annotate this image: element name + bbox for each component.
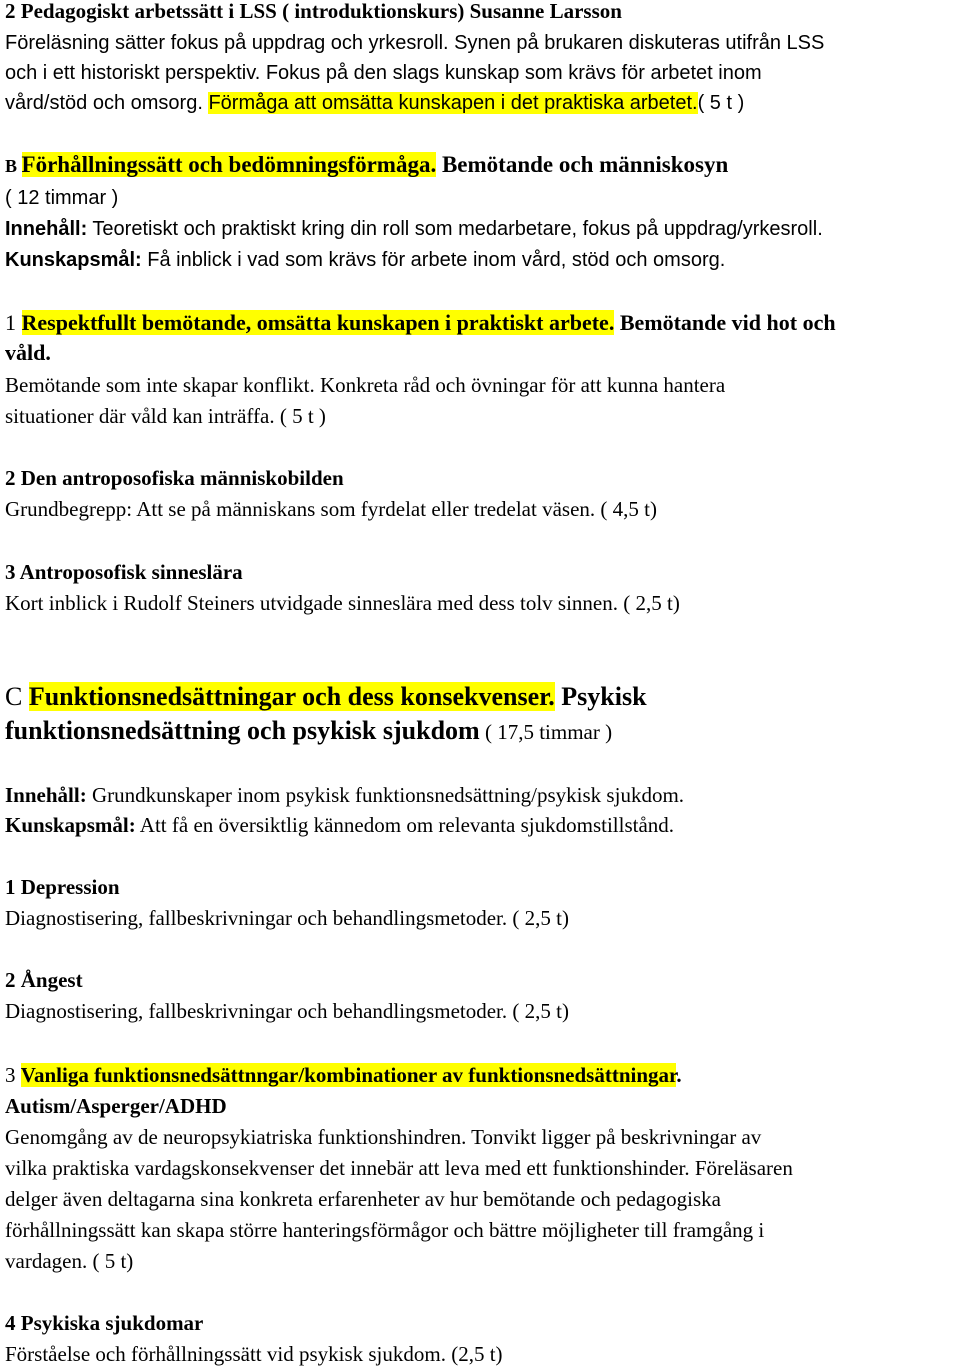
subsection-number: 3 (5, 1063, 21, 1087)
course-heading: 2 Pedagogiskt arbetssätt i LSS ( introduktionskurs) Susanne Larsson (5, 0, 622, 23)
highlighted-title: Vanliga funktionsnedsättnngar/kombinationer av funktionsnedsättningar (20, 1063, 677, 1087)
section-hours: ( 17,5 timmar ) (479, 720, 613, 744)
body-text: förhållningssätt kan skapa större hanteringsförmågor och bättre möjligheter till framgång i (5, 1218, 765, 1242)
course-text-line (5, 88, 958, 118)
subsection-title-cont: våld. (5, 340, 51, 365)
body-text: Bemötande som inte skapar konflikt. Konkreta råd och övningar för att kunna hantera (5, 373, 726, 397)
course-text-line: och i ett historiskt perspektiv. Fokus på den slags kunskap som krävs för arbetet inom (5, 62, 762, 84)
content-label: Innehåll: (5, 783, 87, 807)
highlighted-title: Funktionsnedsättningar och dess konsekvenser. (28, 682, 555, 711)
subsection-heading: 1 Depression (5, 875, 120, 899)
section-letter: B (5, 156, 22, 176)
subsection-heading: 4 Psykiska sjukdomar (5, 1311, 204, 1335)
content-line (5, 214, 958, 244)
body-text: Diagnostisering, fallbeskrivningar och behandlingsmetoder. ( 2,5 t) (5, 906, 569, 930)
section-title: Psykisk (554, 682, 647, 711)
subsection-heading: 2 Den antroposofiska människobilden (5, 466, 344, 490)
body-text: delger även deltagarna sina konkreta erfarenheter av hur bemötande och pedagogiska (5, 1187, 721, 1211)
goal-line (5, 245, 958, 275)
section-c-heading-cont (5, 714, 958, 749)
section-title: Bemötande och människosyn (436, 152, 729, 177)
subsection-heading (5, 308, 958, 338)
highlighted-title: Förhållningssätt och bedömningsförmåga. (21, 152, 437, 177)
course-text: vård/stöd och omsorg. (5, 92, 209, 114)
highlighted-title: Respektfullt bemötande, omsätta kunskapen i praktiskt arbete. (21, 310, 615, 335)
section-c-heading (5, 680, 958, 714)
subsection-heading (5, 1060, 958, 1090)
section-title: funktionsnedsättning och psykisk sjukdom (5, 716, 480, 745)
body-text: vilka praktiska vardagskonsekvenser det innebär att leva med ett funktionshinder. Föreläsaren (5, 1156, 793, 1180)
goal-label: Kunskapsmål: (5, 249, 142, 271)
highlighted-text: Förmåga att omsätta kunskapen i det praktiska arbetet. (208, 92, 698, 114)
title-punctuation: . (676, 1063, 682, 1087)
subsection-title: Bemötande vid hot och (614, 310, 836, 335)
goal-text: Få inblick i vad som krävs för arbete inom vård, stöd och omsorg. (141, 249, 726, 271)
content-text: Grundkunskaper inom psykisk funktionsnedsättning/psykisk sjukdom. (86, 783, 685, 807)
subsection-subtitle: Autism/Asperger/ADHD (5, 1094, 227, 1118)
goal-label: Kunskapsmål: (5, 813, 136, 837)
section-letter: C (5, 682, 29, 711)
subsection-heading: 3 Antroposofisk sinneslära (5, 560, 243, 584)
body-text: Genomgång av de neuropsykiatriska funktionshindren. Tonvikt ligger på beskrivningar av (5, 1125, 762, 1149)
subsection-number: 1 (5, 310, 22, 335)
body-text: Kort inblick i Rudolf Steiners utvidgade sinneslära med dess tolv sinnen. ( 2,5 t) (5, 591, 680, 615)
course-text-line: Föreläsning sätter fokus på uppdrag och yrkesroll. Synen på brukaren diskuteras utifrån LSS (5, 32, 825, 54)
section-b-heading (5, 150, 958, 181)
content-text: Teoretiskt och praktiskt kring din roll som medarbetare, fokus på uppdrag/yrkesroll. (87, 218, 823, 240)
body-text: vardagen. ( 5 t) (5, 1249, 134, 1273)
content-line (5, 780, 958, 810)
body-text: Förståelse och förhållningssätt vid psykisk sjukdom. (2,5 t) (5, 1342, 503, 1366)
content-label: Innehåll: (5, 218, 88, 240)
goal-line (5, 810, 958, 840)
body-text: situationer där våld kan inträffa. ( 5 t ) (5, 404, 326, 428)
subsection-heading: 2 Ångest (5, 968, 83, 992)
body-text: Diagnostisering, fallbeskrivningar och behandlingsmetoder. ( 2,5 t) (5, 999, 569, 1023)
body-text: Grundbegrepp: Att se på människans som fyrdelat eller tredelat väsen. ( 4,5 t) (5, 497, 657, 521)
section-hours: ( 12 timmar ) (5, 187, 119, 209)
hours: ( 5 t ) (697, 92, 745, 114)
goal-text: Att få en översiktlig kännedom om relevanta sjukdomstillstånd. (135, 813, 675, 837)
